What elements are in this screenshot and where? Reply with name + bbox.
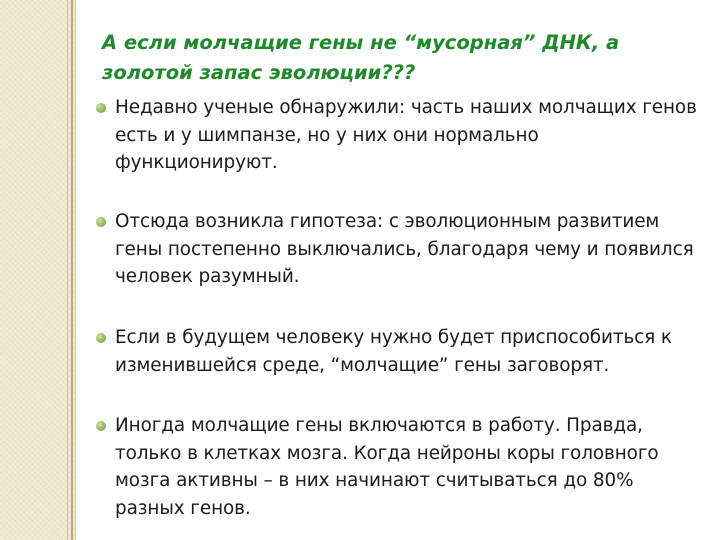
- bullet-dot-icon: [96, 421, 106, 431]
- bullet-dot-icon: [96, 103, 106, 113]
- side-rule-line: [75, 0, 76, 540]
- slide-title: А если молчащие гены не “мусорная” ДНК, а золотой запас эволюции???: [102, 31, 620, 84]
- bullet-text: Иногда молчащие гены включаются в работу. Правда, только в клетках мозга. Когда нейроны коры головного мозга активны – в них начинают считываться до 80% разных генов.: [115, 415, 659, 519]
- bullet-text: Недавно ученые обнаружили: часть наших молчащих генов есть и у шимпанзе, но у них они нормально функционируют.: [115, 97, 697, 173]
- decorative-side-band: [0, 0, 76, 540]
- bullet-dot-icon: [96, 217, 106, 227]
- side-rule-line: [67, 0, 68, 540]
- bullet-text: Если в будущем человеку нужно будет приспособиться к изменившейся среде, “молчащие” гены заговорят.: [115, 327, 672, 376]
- bullet-text: Отсюда возникла гипотеза: с эволюционным развитием гены постепенно выключались, благодаря чему и появился человек разумный.: [115, 211, 694, 287]
- side-rule-line: [71, 0, 73, 540]
- bullet-dot-icon: [96, 333, 106, 343]
